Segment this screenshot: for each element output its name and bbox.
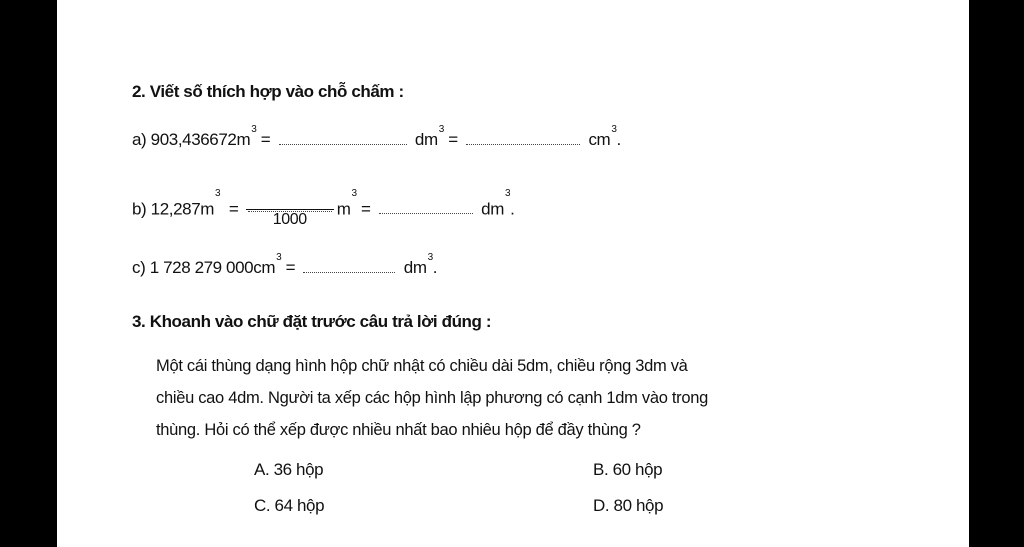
- text-line: chiều cao 4dm. Người ta xếp các hộp hình lập phương có cạnh 1dm vào trong: [156, 389, 709, 407]
- unit-m: m: [336, 199, 351, 219]
- exercise-c: c) 1 728 279 $000cm^3 = dm^3$.: [132, 252, 438, 277]
- text-line: thùng. Hỏi có thể xếp được nhiều nhất bao nhiêu hộp để đầy thùng ?: [156, 421, 641, 439]
- option-d[interactable]: D. 80 hộp: [593, 496, 664, 515]
- exercise-b-label: b): [132, 199, 147, 219]
- text-line: Một cái thùng dạng hình hộp chữ nhật có chiều dài 5dm, chiều rộng 3dm và: [156, 357, 688, 375]
- blank-dm3-c[interactable]: [303, 261, 395, 273]
- equals-sign: =: [260, 130, 271, 149]
- exercise-c-label: c): [132, 258, 146, 277]
- question-3-title: 3. Khoanh vào chữ đặt trước câu trả lời đúng :: [132, 312, 492, 331]
- unit-dm-c: dm: [403, 258, 427, 277]
- blank-dm3-b[interactable]: [379, 202, 473, 214]
- option-c[interactable]: C. 64 hộp: [254, 496, 325, 515]
- exercise-a-value: 903,436672m: [150, 130, 251, 149]
- exercise-a-exponent: 3: [251, 124, 257, 135]
- blank-cm3[interactable]: [466, 133, 580, 145]
- question-2-title: 2. Viết số thích hợp vào chỗ chấm :: [132, 82, 404, 101]
- blank-dm3[interactable]: [279, 133, 407, 145]
- fraction: [246, 197, 334, 229]
- question-3-text: [156, 350, 836, 446]
- exercise-b-value: 12,287m: [150, 199, 215, 219]
- unit-dm-b: dm: [481, 199, 504, 219]
- exercise-a-label: a): [132, 130, 147, 149]
- option-a[interactable]: A. 36 hộp: [254, 460, 324, 479]
- exercise-c-value: 1 728 279 000cm: [149, 258, 276, 277]
- unit-dm: dm: [414, 130, 438, 149]
- document-page: [57, 0, 969, 547]
- exercise-a: a) $903,436672m^3 = dm^3 = cm^3$.: [132, 124, 621, 149]
- option-b[interactable]: B. 60 hộp: [593, 460, 663, 479]
- unit-cm: cm: [588, 130, 611, 149]
- fraction-denominator: 1000: [272, 211, 307, 228]
- exercise-b: b) $12,287m^3$ = 1000 $m^3 = dm^3$.: [132, 188, 515, 228]
